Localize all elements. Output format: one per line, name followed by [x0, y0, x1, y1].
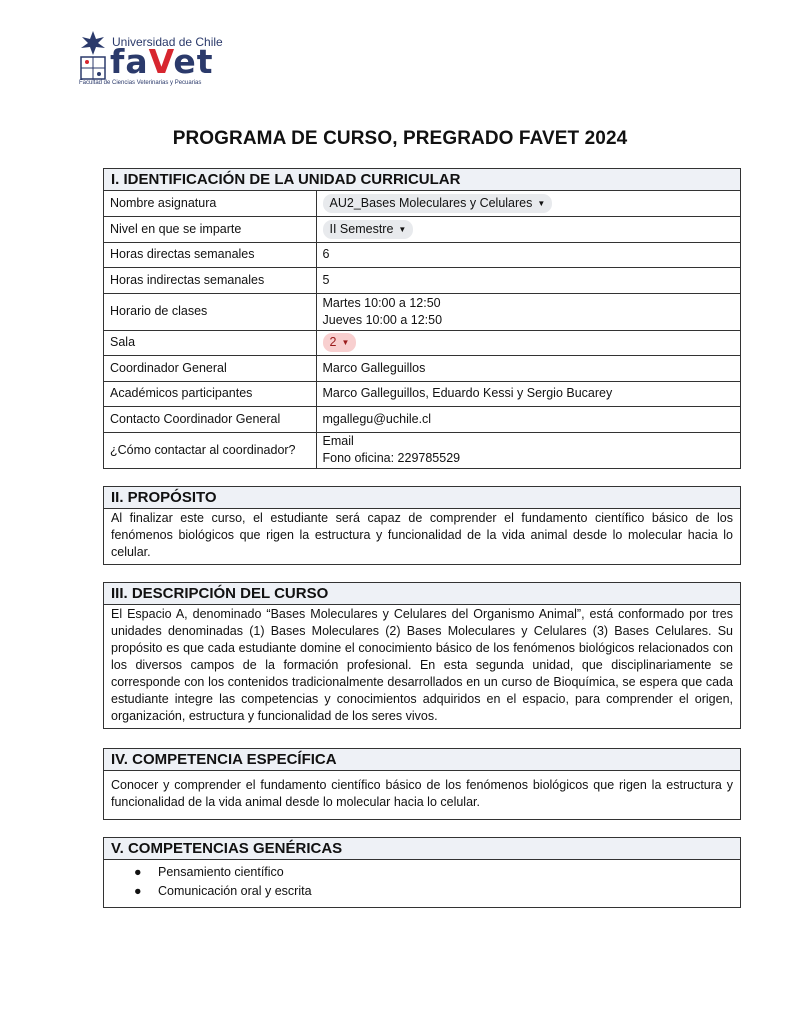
section-text: Conocer y comprender el fundamento científico básico de los fenómenos biológicos que rigen la estructura y funcionalidad de la vida animal desde lo molecular hacia lo celular. — [111, 778, 733, 809]
faculty-name: Facultad de Ciencias Veterinarias y Pecuarias — [79, 80, 202, 86]
section-heading: V. COMPETENCIAS GENÉRICAS — [104, 838, 740, 860]
row-label: Académicos participantes — [104, 381, 316, 406]
table-row — [104, 293, 740, 330]
chevron-down-icon: ▼ — [398, 224, 407, 234]
row-value: Marco Galleguillos, Eduardo Kessi y Sergio Bucarey — [316, 381, 740, 406]
section-competencia-especifica — [103, 748, 741, 820]
section-text: Al finalizar este curso, el estudiante será capaz de comprender el fundamento científico básico de los fenómenos biológicos que rigen la estructura y funcionalidad de la vida animal desde lo molecular hacia lo celular. — [111, 511, 733, 559]
table-row — [104, 267, 740, 293]
row-value — [316, 191, 740, 216]
university-name: Universidad de Chile — [112, 35, 223, 49]
identification-table — [104, 191, 740, 468]
brand-wordmark — [110, 44, 214, 80]
university-crest-icon — [78, 30, 108, 82]
list-item — [134, 863, 740, 882]
bullet-icon: ● — [134, 884, 142, 898]
chip-text: AU2_Bases Moleculares y Celulares — [329, 195, 533, 210]
row-label: Horas indirectas semanales — [104, 267, 316, 293]
chevron-down-icon: ▼ — [341, 338, 350, 347]
favet-logo — [78, 28, 228, 90]
table-row — [104, 406, 740, 432]
room-dropdown[interactable] — [323, 333, 357, 352]
list-item-text: Comunicación oral y escrita — [158, 884, 312, 898]
level-dropdown[interactable] — [323, 220, 414, 239]
row-value — [316, 330, 740, 355]
row-label: Horario de clases — [104, 293, 316, 330]
row-value: 5 — [316, 267, 740, 293]
table-row — [104, 242, 740, 267]
row-value: Marco Galleguillos — [316, 355, 740, 381]
row-label: ¿Cómo contactar al coordinador? — [104, 432, 316, 468]
table-row — [104, 355, 740, 381]
row-value — [316, 216, 740, 242]
table-row — [104, 381, 740, 406]
row-value: 6 — [316, 242, 740, 267]
row-label: Nombre asignatura — [104, 191, 316, 216]
table-row — [104, 432, 740, 468]
section-heading: III. DESCRIPCIÓN DEL CURSO — [104, 583, 740, 605]
list-item — [134, 882, 740, 901]
chevron-down-icon: ▼ — [537, 198, 546, 208]
list-item-text: Pensamiento científico — [158, 865, 284, 879]
row-value — [316, 293, 740, 330]
section-heading: I. IDENTIFICACIÓN DE LA UNIDAD CURRICULAR — [104, 169, 740, 191]
course-name-dropdown[interactable] — [323, 194, 553, 213]
row-label: Nivel en que se imparte — [104, 216, 316, 242]
row-label: Contacto Coordinador General — [104, 406, 316, 432]
chip-text: 2 — [329, 335, 337, 349]
section-text: El Espacio A, denominado “Bases Moleculares y Celulares del Organismo Animal”, está conformado por tres unidades denominadas (1) Bases Moleculares (2) Bases Moleculares y Celulares (3) Bases Celulares. Su propósito es que cada estudiante domine el conocimiento básico de los fenómenos biológicos relacionados con los diversos campos de la formación profesional. En esta segunda unidad, que disciplinariamente se corresponde con los contenidos tradicionalmente desarrollados en un curso de Bioquímica, se espera que cada estudiante integre las competencias y conocimientos adquiridos en el espacio, para comprender el origen, organización, estructura y funcionalidad de los seres vivos. — [111, 607, 733, 723]
schedule-line: Martes 10:00 a 12:50 — [322, 295, 441, 310]
row-value — [316, 432, 740, 468]
table-row — [104, 191, 740, 216]
brand-pre: fa — [110, 42, 149, 81]
section-competencias-genericas — [103, 837, 741, 908]
generic-competencies-list — [104, 860, 740, 907]
brand-post: et — [173, 42, 214, 81]
section-heading: II. PROPÓSITO — [104, 487, 740, 509]
row-label: Coordinador General — [104, 355, 316, 381]
bullet-icon: ● — [134, 865, 142, 879]
section-heading: IV. COMPETENCIA ESPECÍFICA — [104, 749, 740, 771]
page-title: PROGRAMA DE CURSO, PREGRADO FAVET 2024 — [172, 128, 628, 149]
table-row — [104, 330, 740, 355]
row-label: Horas directas semanales — [104, 242, 316, 267]
chip-text: II Semestre — [329, 221, 394, 236]
schedule-line: Jueves 10:00 a 12:50 — [322, 312, 443, 327]
contact-line: Email — [322, 434, 354, 449]
brand-v: V — [148, 42, 174, 81]
table-row — [104, 216, 740, 242]
section-proposito — [103, 486, 741, 565]
row-label: Sala — [104, 330, 316, 355]
contact-line: Fono oficina: 229785529 — [322, 451, 461, 466]
section-descripcion — [103, 582, 741, 729]
row-value: mgallegu@uchile.cl — [316, 406, 740, 432]
section-identificacion — [103, 168, 741, 469]
